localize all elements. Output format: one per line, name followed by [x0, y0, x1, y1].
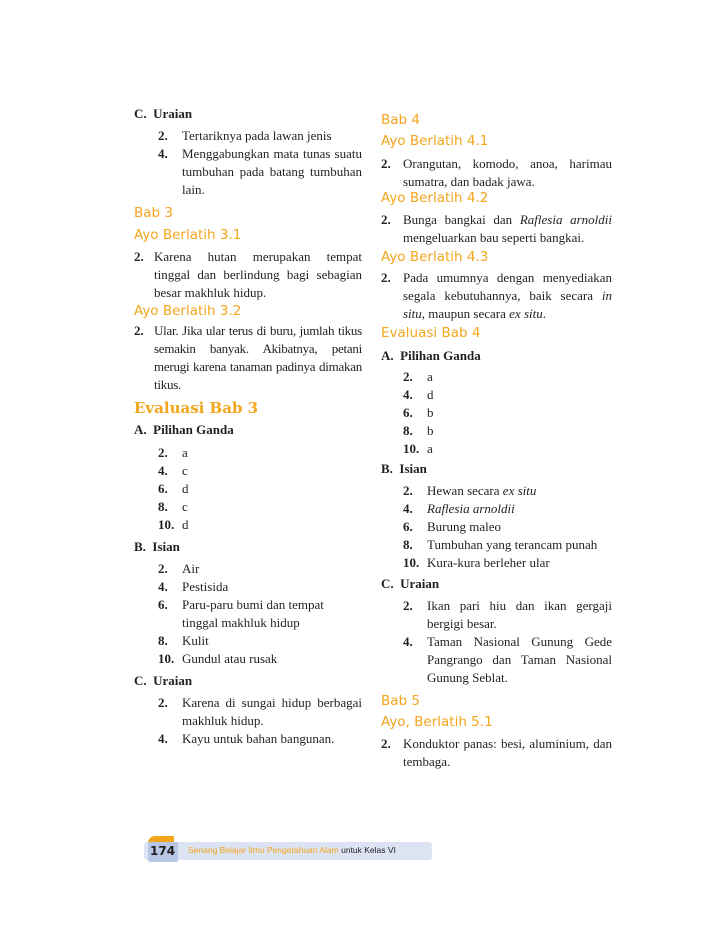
list-item: 10. Kura-kura berleher ular: [403, 555, 550, 570]
list-item: 6. Burung maleo: [403, 519, 502, 534]
list-item: 4. Pestisida: [158, 579, 229, 594]
list-item: 4. Raflesia arnoldii: [403, 501, 515, 516]
exercise-heading-3-2: Ayo Berlatih 3.2: [134, 303, 242, 319]
list-item: 8. c: [158, 499, 188, 514]
list-item: 2. Karena di sungai hidup berbagai makhluk hidup.: [158, 695, 362, 728]
list-item: 10. Gundul atau rusak: [158, 651, 278, 666]
list-item: 2. Konduktor panas: besi, aluminium, dan tembaga.: [381, 736, 612, 769]
list-item: 8. b: [403, 423, 434, 438]
list-item: 4. d: [403, 387, 434, 402]
list-item: 2. Orangutan, komodo, anoa, harimau sumatra, dan badak jawa.: [381, 156, 612, 189]
section-b-isian-header: B. Isian: [381, 461, 427, 476]
section-c-uraian-header: C. Uraian: [134, 106, 193, 121]
exercise-heading-3-1: Ayo Berlatih 3.1: [134, 227, 242, 243]
list-item: 2. Bunga bangkai dan Raflesia arnoldii mengeluarkan bau seperti bangkai.: [381, 212, 612, 245]
list-item: 2. Pada umumnya dengan menyediakan segala kebutuhannya, baik secara in situ, maupun secara ex situ.: [381, 270, 612, 321]
list-item: 6. Paru-paru bumi dan tempat tinggal makhluk hidup: [158, 597, 324, 630]
section-c-uraian-header: C. Uraian: [134, 673, 193, 688]
list-item: 8. Tumbuhan yang terancam punah: [403, 537, 598, 552]
list-item: 8. Kulit: [158, 633, 209, 648]
section-a-pilihan-ganda-header: A. Pilihan Ganda: [381, 348, 481, 363]
list-item: 4. Menggabungkan mata tunas suatu tumbuhan pada batang tumbuhan lain.: [158, 146, 362, 197]
chapter-heading-bab4: Bab 4: [381, 112, 420, 128]
list-item: 2. Ikan pari hiu dan ikan gergaji bergigi besar.: [403, 598, 612, 631]
chapter-heading-bab5: Bab 5: [381, 693, 420, 709]
list-item: 6. b: [403, 405, 434, 420]
list-item: 4. Kayu untuk bahan bangunan.: [158, 731, 335, 746]
list-item: 2. Air: [158, 561, 200, 576]
list-item: 2. Karena hutan merupakan tempat tinggal dan berlindung bagi sebagian besar makhluk hidup.: [134, 249, 362, 300]
section-a-pilihan-ganda-header: A. Pilihan Ganda: [134, 422, 234, 437]
section-b-isian-header: B. Isian: [134, 539, 180, 554]
list-item: 10. d: [158, 517, 189, 532]
list-item: 2. a: [403, 369, 433, 384]
list-item: 2. Ular. Jika ular terus di buru, jumlah tikus semakin banyak. Akibatnya, petani merugi karena tanaman padinya dimakan tikus.: [134, 323, 362, 392]
exercise-heading-4-2: Ayo Berlatih 4.2: [381, 190, 489, 206]
list-item: 2. Hewan secara ex situ: [403, 483, 537, 498]
list-item: 10. a: [403, 441, 433, 456]
evaluation-heading-bab4: Evaluasi Bab 4: [381, 325, 481, 341]
list-item: 4. Taman Nasional Gunung Gede Pangrango dan Taman Nasional Gunung Seblat.: [403, 634, 612, 685]
section-c-uraian-header: C. Uraian: [381, 576, 440, 591]
footer-book-title: Senang Belajar Ilmu Pengetahuan Alam untuk Kelas VI: [188, 845, 396, 855]
list-item: 4. c: [158, 463, 188, 478]
exercise-heading-4-1: Ayo Berlatih 4.1: [381, 133, 489, 149]
list-item: 2. a: [158, 445, 188, 460]
evaluation-heading-bab3: Evaluasi Bab 3: [134, 399, 259, 417]
list-item: 6. d: [158, 481, 189, 496]
chapter-heading-bab3: Bab 3: [134, 205, 173, 221]
page-number: 174: [150, 844, 176, 858]
exercise-heading-5-1: Ayo, Berlatih 5.1: [381, 714, 493, 730]
list-item: 2. Tertariknya pada lawan jenis: [158, 128, 332, 143]
exercise-heading-4-3: Ayo Berlatih 4.3: [381, 249, 489, 265]
